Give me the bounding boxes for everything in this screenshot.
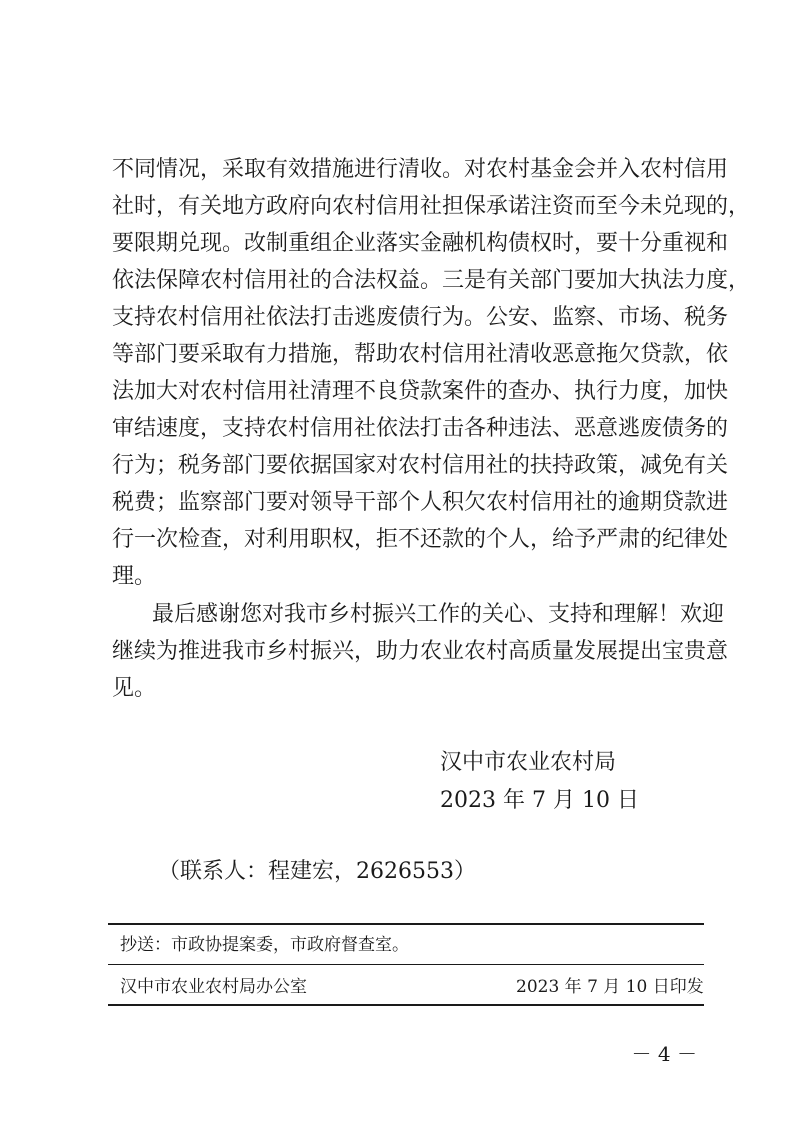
body-line: 行一次检查，对利用职权，拒不还款的个人，给予严肃的纪律处: [112, 527, 729, 552]
signature-org: 汉中市农业农村局: [440, 750, 617, 775]
body-line: 不同情况，采取有效措施进行清收。对农村基金会并入农村信用: [112, 157, 729, 182]
footer-bottom-rule: [108, 1004, 704, 1006]
footer-top-rule: [108, 923, 704, 925]
body-line: 理。: [112, 564, 157, 589]
footer-middle-rule: [108, 964, 704, 965]
closing-line: 见。: [112, 676, 157, 701]
closing-line: 最后感谢您对我市乡村振兴工作的关心、支持和理解！欢迎: [152, 602, 725, 627]
closing-line: 继续为推进我市乡村振兴，助力农业农村高质量发展提出宝贵意: [112, 639, 729, 664]
body-line: 等部门要采取有力措施，帮助农村信用社清收恶意拖欠贷款，依: [112, 342, 729, 367]
cc-line: 抄送：市政协提案委，市政府督查室。: [120, 935, 409, 955]
body-line: 审结速度，支持农村信用社依法打击各种违法、恶意逃废债务的: [112, 416, 729, 441]
contact-info: （联系人：程建宏，2626553）: [158, 859, 476, 884]
body-line: 社时，有关地方政府向农村信用社担保承诺注资而至今未兑现的，: [112, 194, 751, 219]
print-date: 2023 年 7 月 10 日印发: [516, 977, 704, 997]
body-line: 法加大对农村信用社清理不良贷款案件的查办、执行力度，加快: [112, 379, 729, 404]
signature-date: 2023 年 7 月 10 日: [440, 788, 639, 813]
body-line: 税费；监察部门要对领导干部个人积欠农村信用社的逾期贷款进: [112, 490, 729, 515]
body-line: 支持农村信用社依法打击逃废债行为。公安、监察、市场、税务: [112, 305, 729, 330]
page-number: － 4 －: [631, 1042, 697, 1066]
issuer-office: 汉中市农业农村局办公室: [120, 977, 307, 997]
body-line: 依法保障农村信用社的合法权益。三是有关部门要加大执法力度，: [112, 268, 751, 293]
body-line: 行为；税务部门要依据国家对农村信用社的扶持政策，减免有关: [112, 453, 729, 478]
body-line: 要限期兑现。改制重组企业落实金融机构债权时，要十分重视和: [112, 231, 729, 256]
